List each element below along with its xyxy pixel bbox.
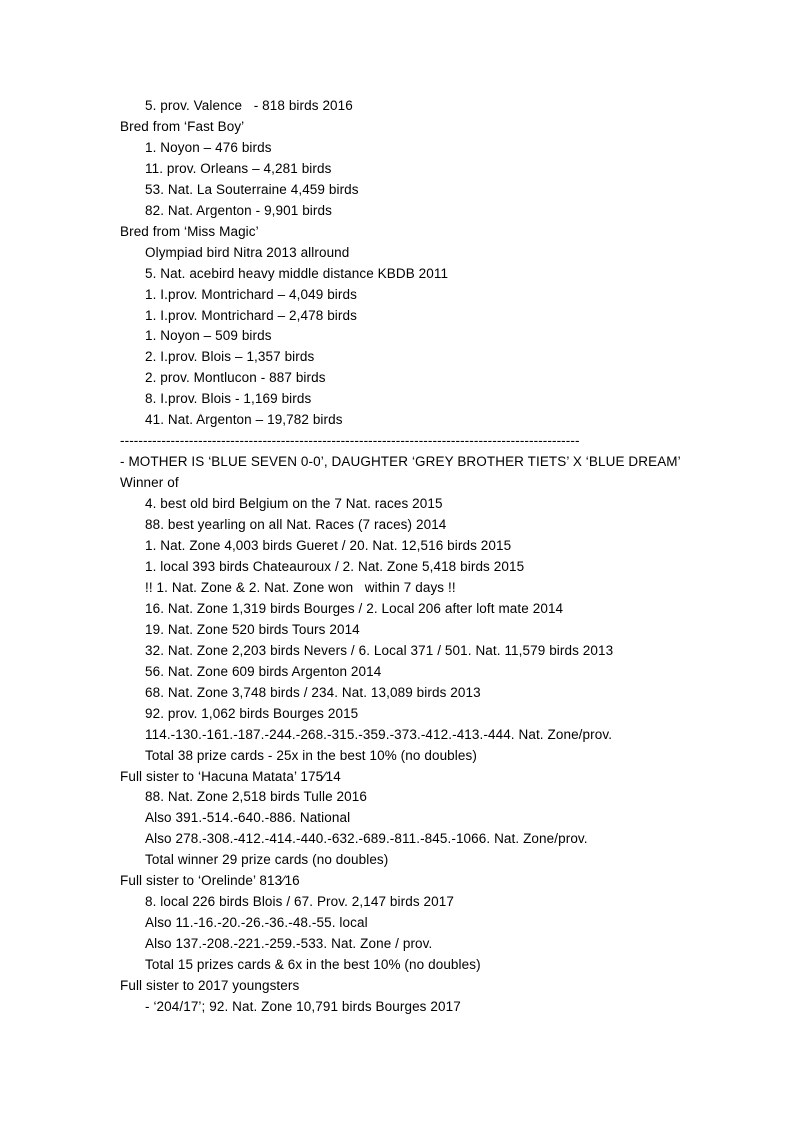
- text-line: 1. I.prov. Montrichard – 2,478 birds: [145, 307, 357, 323]
- text-line: 11. prov. Orleans – 4,281 birds: [145, 160, 332, 176]
- text-line: Also 391.-514.-640.-886. National: [145, 810, 351, 826]
- section-heading: Full sister to ‘Orelinde’ 813⁄16: [120, 873, 300, 889]
- text-line: 16. Nat. Zone 1,319 birds Bourges / 2. Local 206 after loft mate 2014: [145, 600, 564, 616]
- section-heading: Full sister to ‘Hacuna Matata’ 175⁄14: [120, 768, 341, 784]
- text-line: 41. Nat. Argenton – 19,782 birds: [145, 412, 343, 428]
- section-heading: - MOTHER IS ‘BLUE SEVEN 0-0’, DAUGHTER ‘GREY BROTHER TIETS’ X ‘BLUE DREAM’: [120, 454, 681, 470]
- text-line: Olympiad bird Nitra 2013 allround: [145, 244, 350, 260]
- text-line: 1. local 393 birds Chateauroux / 2. Nat. Zone 5,418 birds 2015: [145, 558, 525, 574]
- text-line: Also 278.-308.-412.-414.-440.-632.-689.-811.-845.-1066. Nat. Zone/prov.: [145, 831, 588, 847]
- text-line: 2. I.prov. Blois – 1,357 birds: [145, 349, 315, 365]
- text-line: 1. Noyon – 509 birds: [145, 328, 272, 344]
- text-line: Total winner 29 prize cards (no doubles): [145, 852, 389, 868]
- text-line: 1. I.prov. Montrichard – 4,049 birds: [145, 286, 357, 302]
- text-line: 1. Nat. Zone 4,003 birds Gueret / 20. Nat. 12,516 birds 2015: [145, 538, 512, 554]
- text-line: 5. prov. Valence - 818 birds 2016: [145, 98, 353, 113]
- text-line: - ‘204/17’; 92. Nat. Zone 10,791 birds Bourges 2017: [145, 998, 461, 1014]
- text-line: 56. Nat. Zone 609 birds Argenton 2014: [145, 663, 382, 679]
- text-line: Also 137.-208.-221.-259.-533. Nat. Zone / prov.: [145, 936, 433, 952]
- text-line: 8. local 226 birds Blois / 67. Prov. 2,147 birds 2017: [145, 894, 454, 910]
- text-line: 88. Nat. Zone 2,518 birds Tulle 2016: [145, 789, 367, 805]
- text-line: Total 15 prizes cards & 6x in the best 10% (no doubles): [145, 957, 481, 973]
- text-line: 2. prov. Montlucon - 887 birds: [145, 370, 326, 386]
- text-line: 32. Nat. Zone 2,203 birds Nevers / 6. Local 371 / 501. Nat. 11,579 birds 2013: [145, 642, 614, 658]
- text-line: Bred from ‘Miss Magic’: [120, 223, 259, 239]
- text-line: 88. best yearling on all Nat. Races (7 races) 2014: [145, 517, 447, 533]
- text-line: Bred from ‘Fast Boy’: [120, 118, 245, 134]
- section-heading: Full sister to 2017 youngsters: [120, 978, 300, 994]
- text-line: 53. Nat. La Souterraine 4,459 birds: [145, 181, 359, 197]
- text-line: 8. I.prov. Blois - 1,169 birds: [145, 391, 312, 407]
- text-line: Total 38 prize cards - 25x in the best 10% (no doubles): [145, 747, 477, 763]
- text-line: 4. best old bird Belgium on the 7 Nat. races 2015: [145, 496, 443, 512]
- text-line: Also 11.-16.-20.-26.-36.-48.-55. local: [145, 915, 368, 931]
- text-line: 1. Noyon – 476 birds: [145, 139, 272, 155]
- text-line: 5. Nat. acebird heavy middle distance KBDB 2011: [145, 265, 449, 281]
- text-line: 92. prov. 1,062 birds Bourges 2015: [145, 705, 359, 721]
- text-line: !! 1. Nat. Zone & 2. Nat. Zone won within 7 days !!: [145, 579, 456, 595]
- text-line: 68. Nat. Zone 3,748 birds / 234. Nat. 13,089 birds 2013: [145, 684, 481, 700]
- text-line: 82. Nat. Argenton - 9,901 birds: [145, 202, 332, 218]
- text-line: 114.-130.-161.-187.-244.-268.-315.-359.-373.-412.-413.-444. Nat. Zone/prov.: [145, 726, 613, 742]
- document-body: [120, 96, 760, 1018]
- text-line: 19. Nat. Zone 520 birds Tours 2014: [145, 621, 360, 637]
- text-line: Winner of: [120, 475, 179, 491]
- separator-line: ----------------------------------------------------------------------------------------------------: [120, 433, 580, 449]
